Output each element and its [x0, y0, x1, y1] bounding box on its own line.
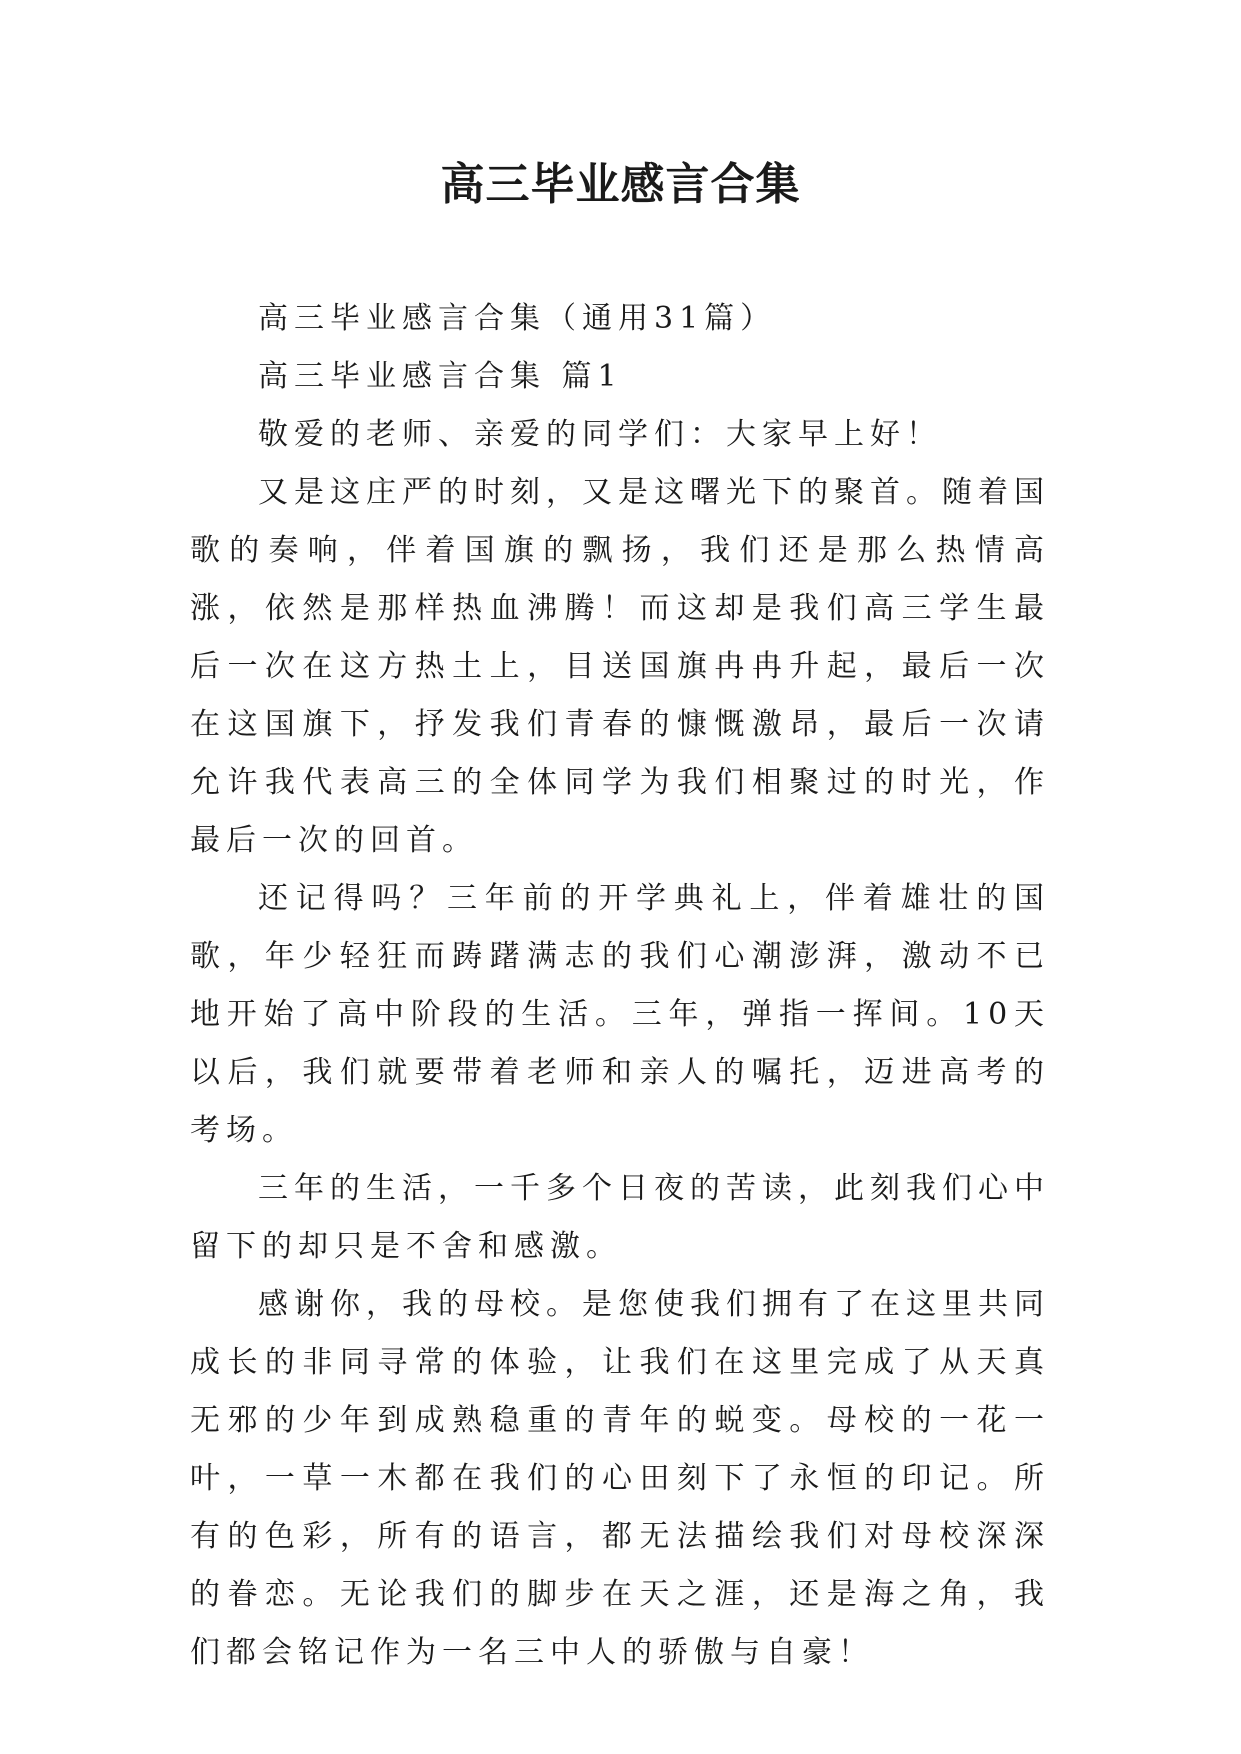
paragraph: 感谢你，我的母校。是您使我们拥有了在这里共同成长的非同寻常的体验，让我们在这里完成了从天真无邪的少年到成熟稳重的青年的蜕变。母校的一花一叶，一草一木都在我们的心田刻下了永恒的印记。所有的色彩，所有的语言，都无法描绘我们对母校深深的眷恋。无论我们的脚步在天之涯，还是海之角，我们都会铭记作为一名三中人的骄傲与自豪！ — [190, 1287, 1050, 1670]
document-body — [190, 290, 1050, 1682]
paragraph: 又是这庄严的时刻，又是这曙光下的聚首。随着国歌的奏响，伴着国旗的飘扬，我们还是那么热情高涨，依然是那样热血沸腾！而这却是我们高三学生最后一次在这方热土上，目送国旗冉冉升起，最后一次在这国旗下，抒发我们青春的慷慨激昂，最后一次请允许我代表高三的全体同学为我们相聚过的时光，作最后一次的回首。 — [190, 475, 1050, 858]
salutation: 敬爱的老师、亲爱的同学们：大家早上好！ — [258, 417, 942, 452]
document-title: 高三毕业感言合集 — [440, 159, 801, 210]
subtitle-line: 高三毕业感言合集（通用31篇） — [258, 301, 777, 336]
paragraph: 还记得吗？三年前的开学典礼上，伴着雄壮的国歌，年少轻狂而踌躇满志的我们心潮澎湃，激动不已地开始了高中阶段的生活。三年，弹指一挥间。10天以后，我们就要带着老师和亲人的嘱托，迈进高考的考场。 — [190, 881, 1050, 1148]
section-heading: 高三毕业感言合集 篇1 — [258, 359, 623, 394]
paragraph: 三年的生活，一千多个日夜的苦读，此刻我们心中留下的却只是不舍和感激。 — [190, 1171, 1050, 1264]
